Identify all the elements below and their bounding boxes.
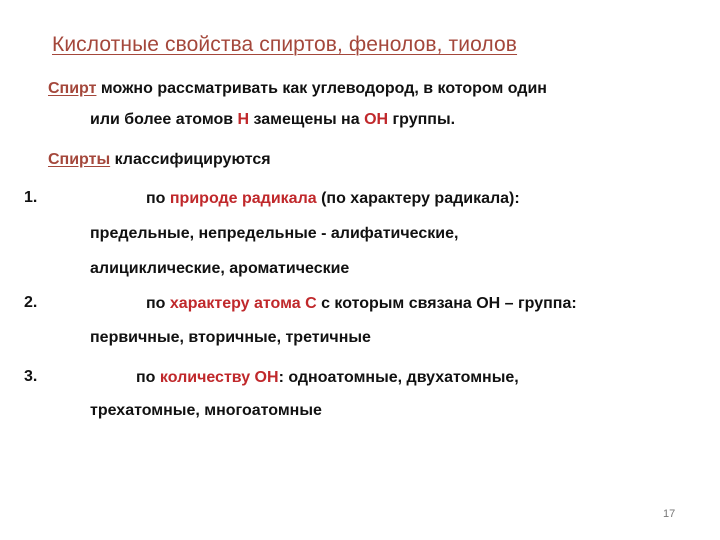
item-3-pre: по	[136, 369, 160, 386]
page-number: 17	[663, 508, 676, 520]
hydroxyl-symbol: ОН	[364, 111, 389, 128]
definition-text-3: замещены на	[249, 111, 365, 128]
item-2-line-2: первичные, вторичные, третичные	[90, 329, 371, 346]
classification-text: классифицируются	[110, 151, 271, 168]
hydrogen-symbol: Н	[237, 111, 250, 128]
item-3-highlight: количеству ОН	[159, 369, 279, 386]
item-1-post: (по характеру радикала):	[316, 190, 520, 207]
definition-text-4: группы.	[388, 111, 456, 128]
item-3-line-1	[136, 368, 519, 388]
definition-text-1: можно рассматривать как углеводород, в котором один	[96, 80, 547, 97]
term-alcohols: Спирты	[48, 151, 111, 168]
item-2-number: 2.	[24, 294, 38, 311]
term-alcohol: Спирт	[48, 80, 97, 97]
item-3-line-2: трехатомные, многоатомные	[90, 402, 322, 419]
slide-title: Кислотные свойства спиртов, фенолов, тиолов	[52, 33, 518, 56]
item-2-line-1	[146, 294, 577, 314]
item-2-highlight: характеру атома С	[169, 295, 317, 312]
classification-line	[48, 150, 271, 170]
item-3-post: : одноатомные, двухатомные,	[278, 369, 519, 386]
item-1-line-1	[146, 189, 520, 209]
item-2-pre: по	[146, 295, 170, 312]
item-1-line-2: предельные, непредельные - алифатические,	[90, 225, 459, 242]
item-1-number: 1.	[24, 189, 38, 206]
definition-line-1	[48, 79, 547, 99]
item-1-line-3: алициклические, ароматические	[90, 260, 350, 277]
item-3-number: 3.	[24, 368, 38, 385]
item-1-highlight: природе радикала	[169, 190, 317, 207]
definition-text-2: или более атомов	[90, 111, 238, 128]
item-2-post: с которым связана ОН – группа:	[316, 295, 577, 312]
item-1-pre: по	[146, 190, 170, 207]
definition-line-2	[90, 110, 455, 130]
